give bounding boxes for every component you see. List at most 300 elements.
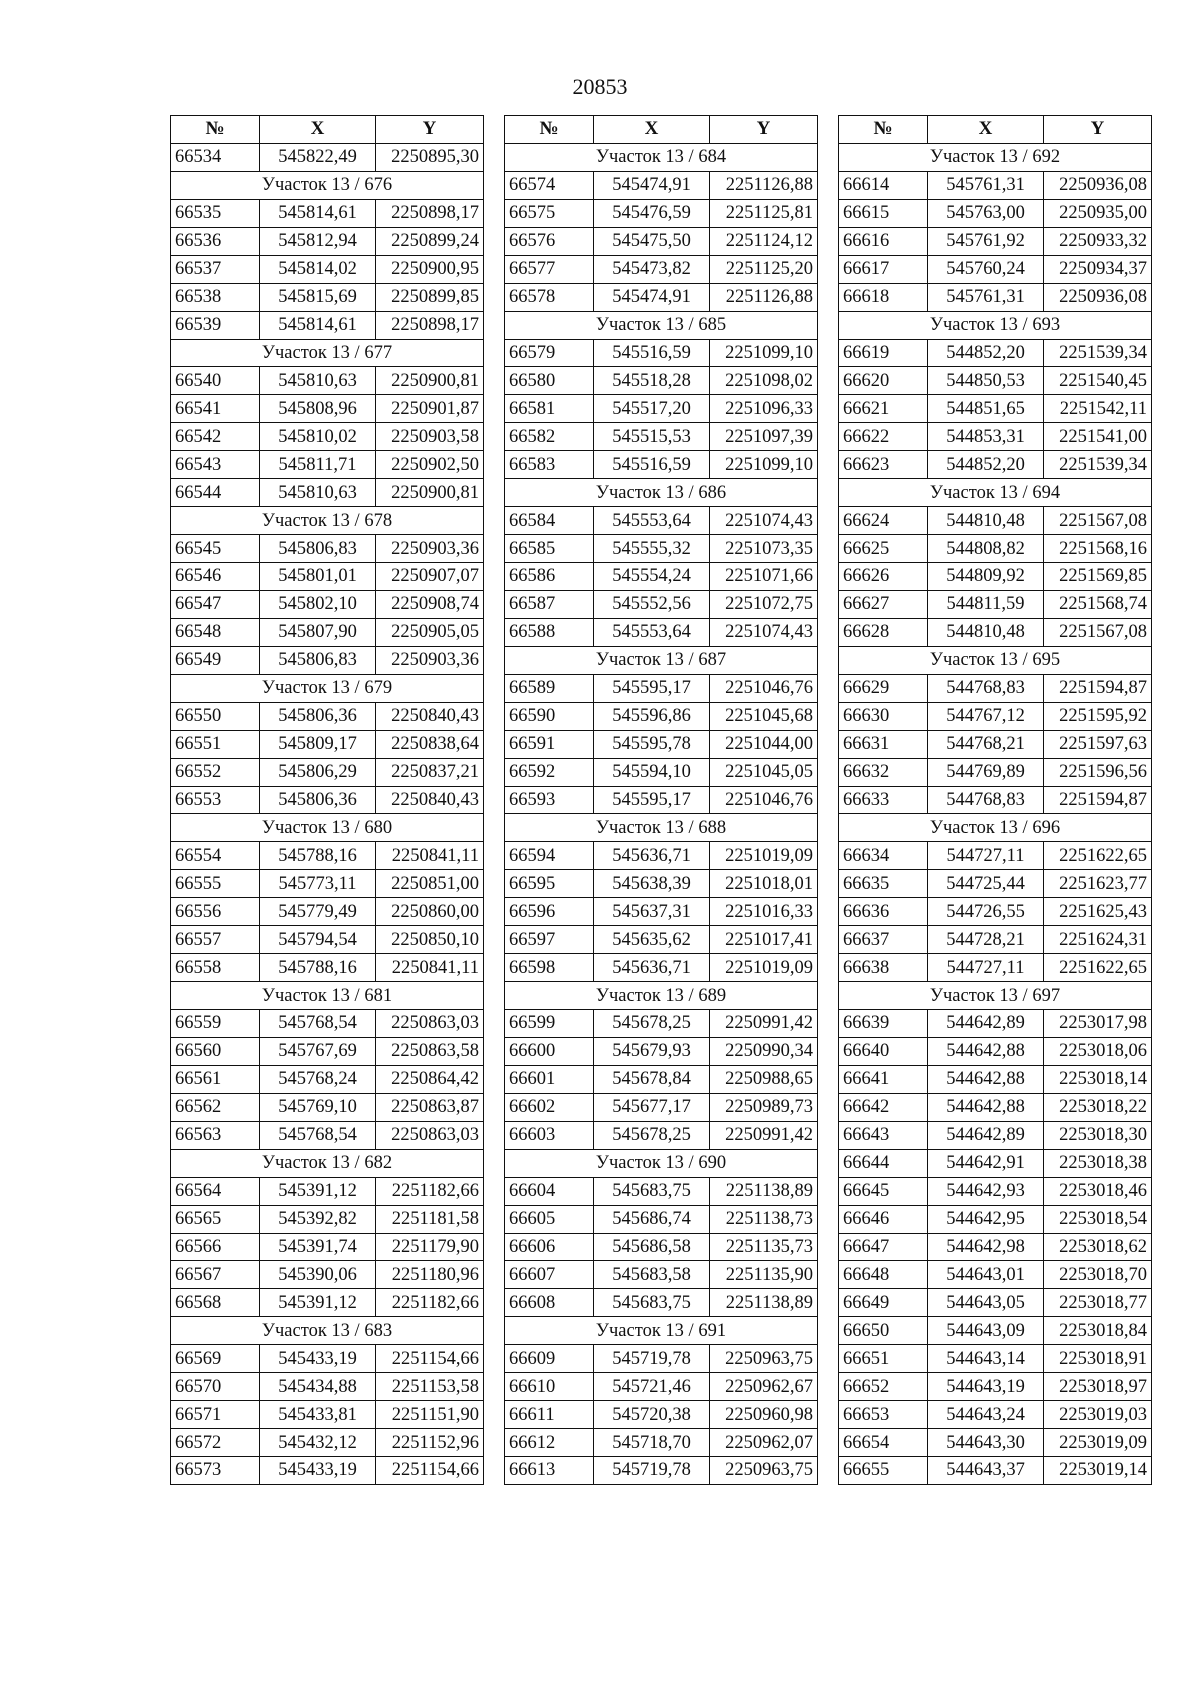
table-row xyxy=(171,227,484,255)
y-coordinate-cell: 2253019,03 xyxy=(1044,1401,1152,1429)
parcel-section-label: Участок 13 / 691 xyxy=(505,1317,818,1345)
parcel-section-label: Участок 13 / 689 xyxy=(505,982,818,1010)
x-coordinate-cell: 545768,24 xyxy=(260,1065,376,1093)
y-coordinate-cell: 2251097,39 xyxy=(710,423,818,451)
y-coordinate-cell: 2251594,87 xyxy=(1044,786,1152,814)
section-header-row xyxy=(505,982,818,1010)
y-coordinate-cell: 2253018,62 xyxy=(1044,1233,1152,1261)
point-number-cell: 66572 xyxy=(171,1429,260,1457)
y-coordinate-cell: 2250903,36 xyxy=(376,646,484,674)
table-row xyxy=(839,1401,1152,1429)
y-coordinate-cell: 2250898,17 xyxy=(376,311,484,339)
table-row xyxy=(505,507,818,535)
section-header-row xyxy=(505,143,818,171)
table-row xyxy=(505,367,818,395)
section-header-row xyxy=(505,311,818,339)
table-row xyxy=(505,1429,818,1457)
x-coordinate-cell: 545474,91 xyxy=(594,171,710,199)
table-row xyxy=(171,1373,484,1401)
table-row xyxy=(839,1261,1152,1289)
y-coordinate-cell: 2251073,35 xyxy=(710,535,818,563)
point-number-cell: 66573 xyxy=(171,1457,260,1485)
y-coordinate-cell: 2250863,58 xyxy=(376,1037,484,1065)
parcel-section-label: Участок 13 / 697 xyxy=(839,982,1152,1010)
section-header-row xyxy=(171,171,484,199)
point-number-cell: 66547 xyxy=(171,590,260,618)
point-number-cell: 66575 xyxy=(505,199,594,227)
table-row xyxy=(839,227,1152,255)
x-coordinate-cell: 545768,54 xyxy=(260,1010,376,1038)
point-number-cell: 66620 xyxy=(839,367,928,395)
x-coordinate-cell: 545553,64 xyxy=(594,618,710,646)
y-coordinate-cell: 2251622,65 xyxy=(1044,842,1152,870)
x-coordinate-cell: 545552,56 xyxy=(594,590,710,618)
table-row xyxy=(839,507,1152,535)
point-number-cell: 66605 xyxy=(505,1205,594,1233)
x-coordinate-cell: 545678,25 xyxy=(594,1010,710,1038)
point-number-cell: 66642 xyxy=(839,1093,928,1121)
section-header-row xyxy=(505,1317,818,1345)
table-row xyxy=(171,842,484,870)
x-coordinate-cell: 544642,89 xyxy=(928,1121,1044,1149)
x-coordinate-cell: 544643,01 xyxy=(928,1261,1044,1289)
y-coordinate-cell: 2250840,43 xyxy=(376,702,484,730)
point-number-cell: 66582 xyxy=(505,423,594,451)
header-y: Y xyxy=(1044,116,1152,144)
y-coordinate-cell: 2251179,90 xyxy=(376,1233,484,1261)
y-coordinate-cell: 2250908,74 xyxy=(376,590,484,618)
table-row xyxy=(505,842,818,870)
section-header-row xyxy=(839,143,1152,171)
parcel-section-label: Участок 13 / 680 xyxy=(171,814,484,842)
x-coordinate-cell: 544769,89 xyxy=(928,758,1044,786)
x-coordinate-cell: 544768,83 xyxy=(928,786,1044,814)
y-coordinate-cell: 2250962,07 xyxy=(710,1429,818,1457)
y-coordinate-cell: 2253018,54 xyxy=(1044,1205,1152,1233)
y-coordinate-cell: 2251541,00 xyxy=(1044,423,1152,451)
table-row xyxy=(505,255,818,283)
point-number-cell: 66552 xyxy=(171,758,260,786)
x-coordinate-cell: 545810,63 xyxy=(260,367,376,395)
y-coordinate-cell: 2250863,03 xyxy=(376,1121,484,1149)
point-number-cell: 66607 xyxy=(505,1261,594,1289)
section-header-row xyxy=(171,982,484,1010)
table-row xyxy=(505,171,818,199)
point-number-cell: 66540 xyxy=(171,367,260,395)
y-coordinate-cell: 2250905,05 xyxy=(376,618,484,646)
y-coordinate-cell: 2253018,77 xyxy=(1044,1289,1152,1317)
table-row xyxy=(839,1373,1152,1401)
table-row xyxy=(505,283,818,311)
x-coordinate-cell: 545788,16 xyxy=(260,954,376,982)
x-coordinate-cell: 545594,10 xyxy=(594,758,710,786)
x-coordinate-cell: 544642,88 xyxy=(928,1037,1044,1065)
x-coordinate-cell: 544768,83 xyxy=(928,674,1044,702)
table-row xyxy=(505,1121,818,1149)
table-row xyxy=(171,1065,484,1093)
x-coordinate-cell: 544809,92 xyxy=(928,563,1044,591)
y-coordinate-cell: 2251151,90 xyxy=(376,1401,484,1429)
y-coordinate-cell: 2250838,64 xyxy=(376,730,484,758)
parcel-section-label: Участок 13 / 678 xyxy=(171,507,484,535)
y-coordinate-cell: 2251594,87 xyxy=(1044,674,1152,702)
point-number-cell: 66578 xyxy=(505,283,594,311)
point-number-cell: 66553 xyxy=(171,786,260,814)
y-coordinate-cell: 2251154,66 xyxy=(376,1345,484,1373)
y-coordinate-cell: 2250962,67 xyxy=(710,1373,818,1401)
y-coordinate-cell: 2250850,10 xyxy=(376,926,484,954)
point-number-cell: 66585 xyxy=(505,535,594,563)
x-coordinate-cell: 545391,12 xyxy=(260,1289,376,1317)
point-number-cell: 66549 xyxy=(171,646,260,674)
y-coordinate-cell: 2251542,11 xyxy=(1044,395,1152,423)
point-number-cell: 66591 xyxy=(505,730,594,758)
point-number-cell: 66652 xyxy=(839,1373,928,1401)
point-number-cell: 66570 xyxy=(171,1373,260,1401)
x-coordinate-cell: 545810,63 xyxy=(260,479,376,507)
y-coordinate-cell: 2250936,08 xyxy=(1044,283,1152,311)
header-x: X xyxy=(260,116,376,144)
x-coordinate-cell: 545767,69 xyxy=(260,1037,376,1065)
table-row xyxy=(839,255,1152,283)
table-row xyxy=(839,674,1152,702)
y-coordinate-cell: 2250898,17 xyxy=(376,199,484,227)
section-header-row xyxy=(171,507,484,535)
x-coordinate-cell: 545677,17 xyxy=(594,1093,710,1121)
point-number-cell: 66559 xyxy=(171,1010,260,1038)
y-coordinate-cell: 2250936,08 xyxy=(1044,171,1152,199)
point-number-cell: 66636 xyxy=(839,898,928,926)
x-coordinate-cell: 545794,54 xyxy=(260,926,376,954)
table-row xyxy=(171,1233,484,1261)
point-number-cell: 66581 xyxy=(505,395,594,423)
table-row xyxy=(171,1261,484,1289)
y-coordinate-cell: 2251568,16 xyxy=(1044,535,1152,563)
point-number-cell: 66631 xyxy=(839,730,928,758)
x-coordinate-cell: 544852,20 xyxy=(928,339,1044,367)
x-coordinate-cell: 545553,64 xyxy=(594,507,710,535)
point-number-cell: 66536 xyxy=(171,227,260,255)
table-row xyxy=(839,786,1152,814)
x-coordinate-cell: 544643,14 xyxy=(928,1345,1044,1373)
x-coordinate-cell: 544728,21 xyxy=(928,926,1044,954)
x-coordinate-cell: 544642,91 xyxy=(928,1149,1044,1177)
point-number-cell: 66648 xyxy=(839,1261,928,1289)
x-coordinate-cell: 544643,09 xyxy=(928,1317,1044,1345)
y-coordinate-cell: 2250837,21 xyxy=(376,758,484,786)
table-row xyxy=(839,730,1152,758)
table-row xyxy=(839,1429,1152,1457)
x-coordinate-cell: 544643,24 xyxy=(928,1401,1044,1429)
table-row xyxy=(171,618,484,646)
point-number-cell: 66645 xyxy=(839,1177,928,1205)
x-coordinate-cell: 545554,24 xyxy=(594,563,710,591)
section-header-row xyxy=(839,646,1152,674)
y-coordinate-cell: 2251539,34 xyxy=(1044,451,1152,479)
y-coordinate-cell: 2251595,92 xyxy=(1044,702,1152,730)
table-header-row xyxy=(171,116,484,144)
y-coordinate-cell: 2251138,73 xyxy=(710,1205,818,1233)
y-coordinate-cell: 2251180,96 xyxy=(376,1261,484,1289)
table-row xyxy=(171,926,484,954)
parcel-section-label: Участок 13 / 690 xyxy=(505,1149,818,1177)
x-coordinate-cell: 545769,10 xyxy=(260,1093,376,1121)
x-coordinate-cell: 545392,82 xyxy=(260,1205,376,1233)
point-number-cell: 66596 xyxy=(505,898,594,926)
x-coordinate-cell: 545721,46 xyxy=(594,1373,710,1401)
table-row xyxy=(839,1093,1152,1121)
y-coordinate-cell: 2250991,42 xyxy=(710,1010,818,1038)
y-coordinate-cell: 2250963,75 xyxy=(710,1345,818,1373)
point-number-cell: 66644 xyxy=(839,1149,928,1177)
section-header-row xyxy=(171,1149,484,1177)
y-coordinate-cell: 2251074,43 xyxy=(710,618,818,646)
point-number-cell: 66649 xyxy=(839,1289,928,1317)
x-coordinate-cell: 545806,29 xyxy=(260,758,376,786)
point-number-cell: 66543 xyxy=(171,451,260,479)
table-row xyxy=(505,758,818,786)
point-number-cell: 66632 xyxy=(839,758,928,786)
table-row xyxy=(505,199,818,227)
table-row xyxy=(171,1429,484,1457)
point-number-cell: 66541 xyxy=(171,395,260,423)
x-coordinate-cell: 545806,83 xyxy=(260,646,376,674)
y-coordinate-cell: 2251138,89 xyxy=(710,1177,818,1205)
x-coordinate-cell: 545806,36 xyxy=(260,786,376,814)
x-coordinate-cell: 545433,19 xyxy=(260,1457,376,1485)
point-number-cell: 66643 xyxy=(839,1121,928,1149)
y-coordinate-cell: 2250841,11 xyxy=(376,954,484,982)
point-number-cell: 66637 xyxy=(839,926,928,954)
point-number-cell: 66576 xyxy=(505,227,594,255)
y-coordinate-cell: 2251135,73 xyxy=(710,1233,818,1261)
x-coordinate-cell: 545814,61 xyxy=(260,311,376,339)
parcel-section-label: Участок 13 / 687 xyxy=(505,646,818,674)
x-coordinate-cell: 545686,74 xyxy=(594,1205,710,1233)
y-coordinate-cell: 2251098,02 xyxy=(710,367,818,395)
table-row xyxy=(505,730,818,758)
point-number-cell: 66590 xyxy=(505,702,594,730)
point-number-cell: 66589 xyxy=(505,674,594,702)
point-number-cell: 66593 xyxy=(505,786,594,814)
section-header-row xyxy=(171,1317,484,1345)
header-y: Y xyxy=(710,116,818,144)
x-coordinate-cell: 544768,21 xyxy=(928,730,1044,758)
y-coordinate-cell: 2251154,66 xyxy=(376,1457,484,1485)
table-row xyxy=(505,563,818,591)
x-coordinate-cell: 544642,89 xyxy=(928,1010,1044,1038)
point-number-cell: 66579 xyxy=(505,339,594,367)
table-row xyxy=(505,1345,818,1373)
header-x: X xyxy=(928,116,1044,144)
y-coordinate-cell: 2253018,14 xyxy=(1044,1065,1152,1093)
table-row xyxy=(505,1037,818,1065)
point-number-cell: 66569 xyxy=(171,1345,260,1373)
table-row xyxy=(171,563,484,591)
x-coordinate-cell: 545822,49 xyxy=(260,143,376,171)
table-row xyxy=(505,1401,818,1429)
x-coordinate-cell: 545473,82 xyxy=(594,255,710,283)
table-row xyxy=(839,870,1152,898)
x-coordinate-cell: 545683,75 xyxy=(594,1177,710,1205)
x-coordinate-cell: 545635,62 xyxy=(594,926,710,954)
x-coordinate-cell: 545809,17 xyxy=(260,730,376,758)
table-row xyxy=(171,143,484,171)
point-number-cell: 66615 xyxy=(839,199,928,227)
x-coordinate-cell: 544808,82 xyxy=(928,535,1044,563)
point-number-cell: 66602 xyxy=(505,1093,594,1121)
y-coordinate-cell: 2251596,56 xyxy=(1044,758,1152,786)
point-number-cell: 66556 xyxy=(171,898,260,926)
x-coordinate-cell: 545718,70 xyxy=(594,1429,710,1457)
point-number-cell: 66603 xyxy=(505,1121,594,1149)
x-coordinate-cell: 545596,86 xyxy=(594,702,710,730)
parcel-section-label: Участок 13 / 686 xyxy=(505,479,818,507)
parcel-section-label: Участок 13 / 683 xyxy=(171,1317,484,1345)
y-coordinate-cell: 2251125,20 xyxy=(710,255,818,283)
point-number-cell: 66606 xyxy=(505,1233,594,1261)
point-number-cell: 66560 xyxy=(171,1037,260,1065)
table-row xyxy=(171,199,484,227)
header-y: Y xyxy=(376,116,484,144)
y-coordinate-cell: 2250991,42 xyxy=(710,1121,818,1149)
table-row xyxy=(839,395,1152,423)
y-coordinate-cell: 2250863,87 xyxy=(376,1093,484,1121)
table-row xyxy=(171,646,484,674)
point-number-cell: 66646 xyxy=(839,1205,928,1233)
point-number-cell: 66551 xyxy=(171,730,260,758)
y-coordinate-cell: 2253018,38 xyxy=(1044,1149,1152,1177)
table-row xyxy=(839,1289,1152,1317)
point-number-cell: 66654 xyxy=(839,1429,928,1457)
table-row xyxy=(171,758,484,786)
point-number-cell: 66555 xyxy=(171,870,260,898)
y-coordinate-cell: 2251046,76 xyxy=(710,674,818,702)
parcel-section-label: Участок 13 / 696 xyxy=(839,814,1152,842)
y-coordinate-cell: 2250935,00 xyxy=(1044,199,1152,227)
section-header-row xyxy=(505,1149,818,1177)
x-coordinate-cell: 544642,88 xyxy=(928,1093,1044,1121)
y-coordinate-cell: 2251625,43 xyxy=(1044,898,1152,926)
point-number-cell: 66554 xyxy=(171,842,260,870)
point-number-cell: 66546 xyxy=(171,563,260,591)
x-coordinate-cell: 545595,17 xyxy=(594,674,710,702)
y-coordinate-cell: 2251017,41 xyxy=(710,926,818,954)
x-coordinate-cell: 545518,28 xyxy=(594,367,710,395)
table-row xyxy=(505,1289,818,1317)
point-number-cell: 66624 xyxy=(839,507,928,535)
y-coordinate-cell: 2251099,10 xyxy=(710,451,818,479)
y-coordinate-cell: 2251074,43 xyxy=(710,507,818,535)
y-coordinate-cell: 2250841,11 xyxy=(376,842,484,870)
table-row xyxy=(839,926,1152,954)
section-header-row xyxy=(171,814,484,842)
table-row xyxy=(171,898,484,926)
x-coordinate-cell: 545391,74 xyxy=(260,1233,376,1261)
table-row xyxy=(171,535,484,563)
x-coordinate-cell: 545636,71 xyxy=(594,842,710,870)
point-number-cell: 66629 xyxy=(839,674,928,702)
y-coordinate-cell: 2251624,31 xyxy=(1044,926,1152,954)
point-number-cell: 66634 xyxy=(839,842,928,870)
x-coordinate-cell: 545390,06 xyxy=(260,1261,376,1289)
y-coordinate-cell: 2251018,01 xyxy=(710,870,818,898)
x-coordinate-cell: 544642,98 xyxy=(928,1233,1044,1261)
x-coordinate-cell: 545434,88 xyxy=(260,1373,376,1401)
table-row xyxy=(505,1233,818,1261)
point-number-cell: 66548 xyxy=(171,618,260,646)
parcel-section-label: Участок 13 / 684 xyxy=(505,143,818,171)
table-row xyxy=(505,1457,818,1485)
table-row xyxy=(839,199,1152,227)
table-row xyxy=(505,786,818,814)
table-row xyxy=(839,451,1152,479)
table-row xyxy=(171,1177,484,1205)
x-coordinate-cell: 544767,12 xyxy=(928,702,1044,730)
y-coordinate-cell: 2250907,07 xyxy=(376,563,484,591)
y-coordinate-cell: 2250988,65 xyxy=(710,1065,818,1093)
x-coordinate-cell: 545637,31 xyxy=(594,898,710,926)
y-coordinate-cell: 2250851,00 xyxy=(376,870,484,898)
x-coordinate-cell: 545811,71 xyxy=(260,451,376,479)
y-coordinate-cell: 2250899,24 xyxy=(376,227,484,255)
point-number-cell: 66651 xyxy=(839,1345,928,1373)
point-number-cell: 66542 xyxy=(171,423,260,451)
point-number-cell: 66626 xyxy=(839,563,928,591)
x-coordinate-cell: 545761,92 xyxy=(928,227,1044,255)
x-coordinate-cell: 545515,53 xyxy=(594,423,710,451)
x-coordinate-cell: 544643,19 xyxy=(928,1373,1044,1401)
table-row xyxy=(839,1317,1152,1345)
x-coordinate-cell: 545802,10 xyxy=(260,590,376,618)
y-coordinate-cell: 2251152,96 xyxy=(376,1429,484,1457)
y-coordinate-cell: 2250903,58 xyxy=(376,423,484,451)
table-row xyxy=(171,1093,484,1121)
table-row xyxy=(505,870,818,898)
table-row xyxy=(839,758,1152,786)
x-coordinate-cell: 545814,02 xyxy=(260,255,376,283)
x-coordinate-cell: 544643,30 xyxy=(928,1429,1044,1457)
x-coordinate-cell: 545768,54 xyxy=(260,1121,376,1149)
point-number-cell: 66545 xyxy=(171,535,260,563)
parcel-section-label: Участок 13 / 676 xyxy=(171,171,484,199)
point-number-cell: 66587 xyxy=(505,590,594,618)
table-row xyxy=(171,590,484,618)
point-number-cell: 66565 xyxy=(171,1205,260,1233)
y-coordinate-cell: 2253018,46 xyxy=(1044,1177,1152,1205)
table-row xyxy=(505,339,818,367)
header-x: X xyxy=(594,116,710,144)
point-number-cell: 66604 xyxy=(505,1177,594,1205)
point-number-cell: 66616 xyxy=(839,227,928,255)
y-coordinate-cell: 2250903,36 xyxy=(376,535,484,563)
x-coordinate-cell: 545719,78 xyxy=(594,1345,710,1373)
point-number-cell: 66594 xyxy=(505,842,594,870)
header-number: № xyxy=(505,116,594,144)
point-number-cell: 66583 xyxy=(505,451,594,479)
table-row xyxy=(839,171,1152,199)
table-row xyxy=(839,618,1152,646)
y-coordinate-cell: 2250900,95 xyxy=(376,255,484,283)
table-header-row xyxy=(839,116,1152,144)
table-row xyxy=(171,1401,484,1429)
x-coordinate-cell: 544810,48 xyxy=(928,507,1044,535)
y-coordinate-cell: 2253018,30 xyxy=(1044,1121,1152,1149)
table-row xyxy=(839,1345,1152,1373)
point-number-cell: 66558 xyxy=(171,954,260,982)
y-coordinate-cell: 2251071,66 xyxy=(710,563,818,591)
y-coordinate-cell: 2253018,91 xyxy=(1044,1345,1152,1373)
